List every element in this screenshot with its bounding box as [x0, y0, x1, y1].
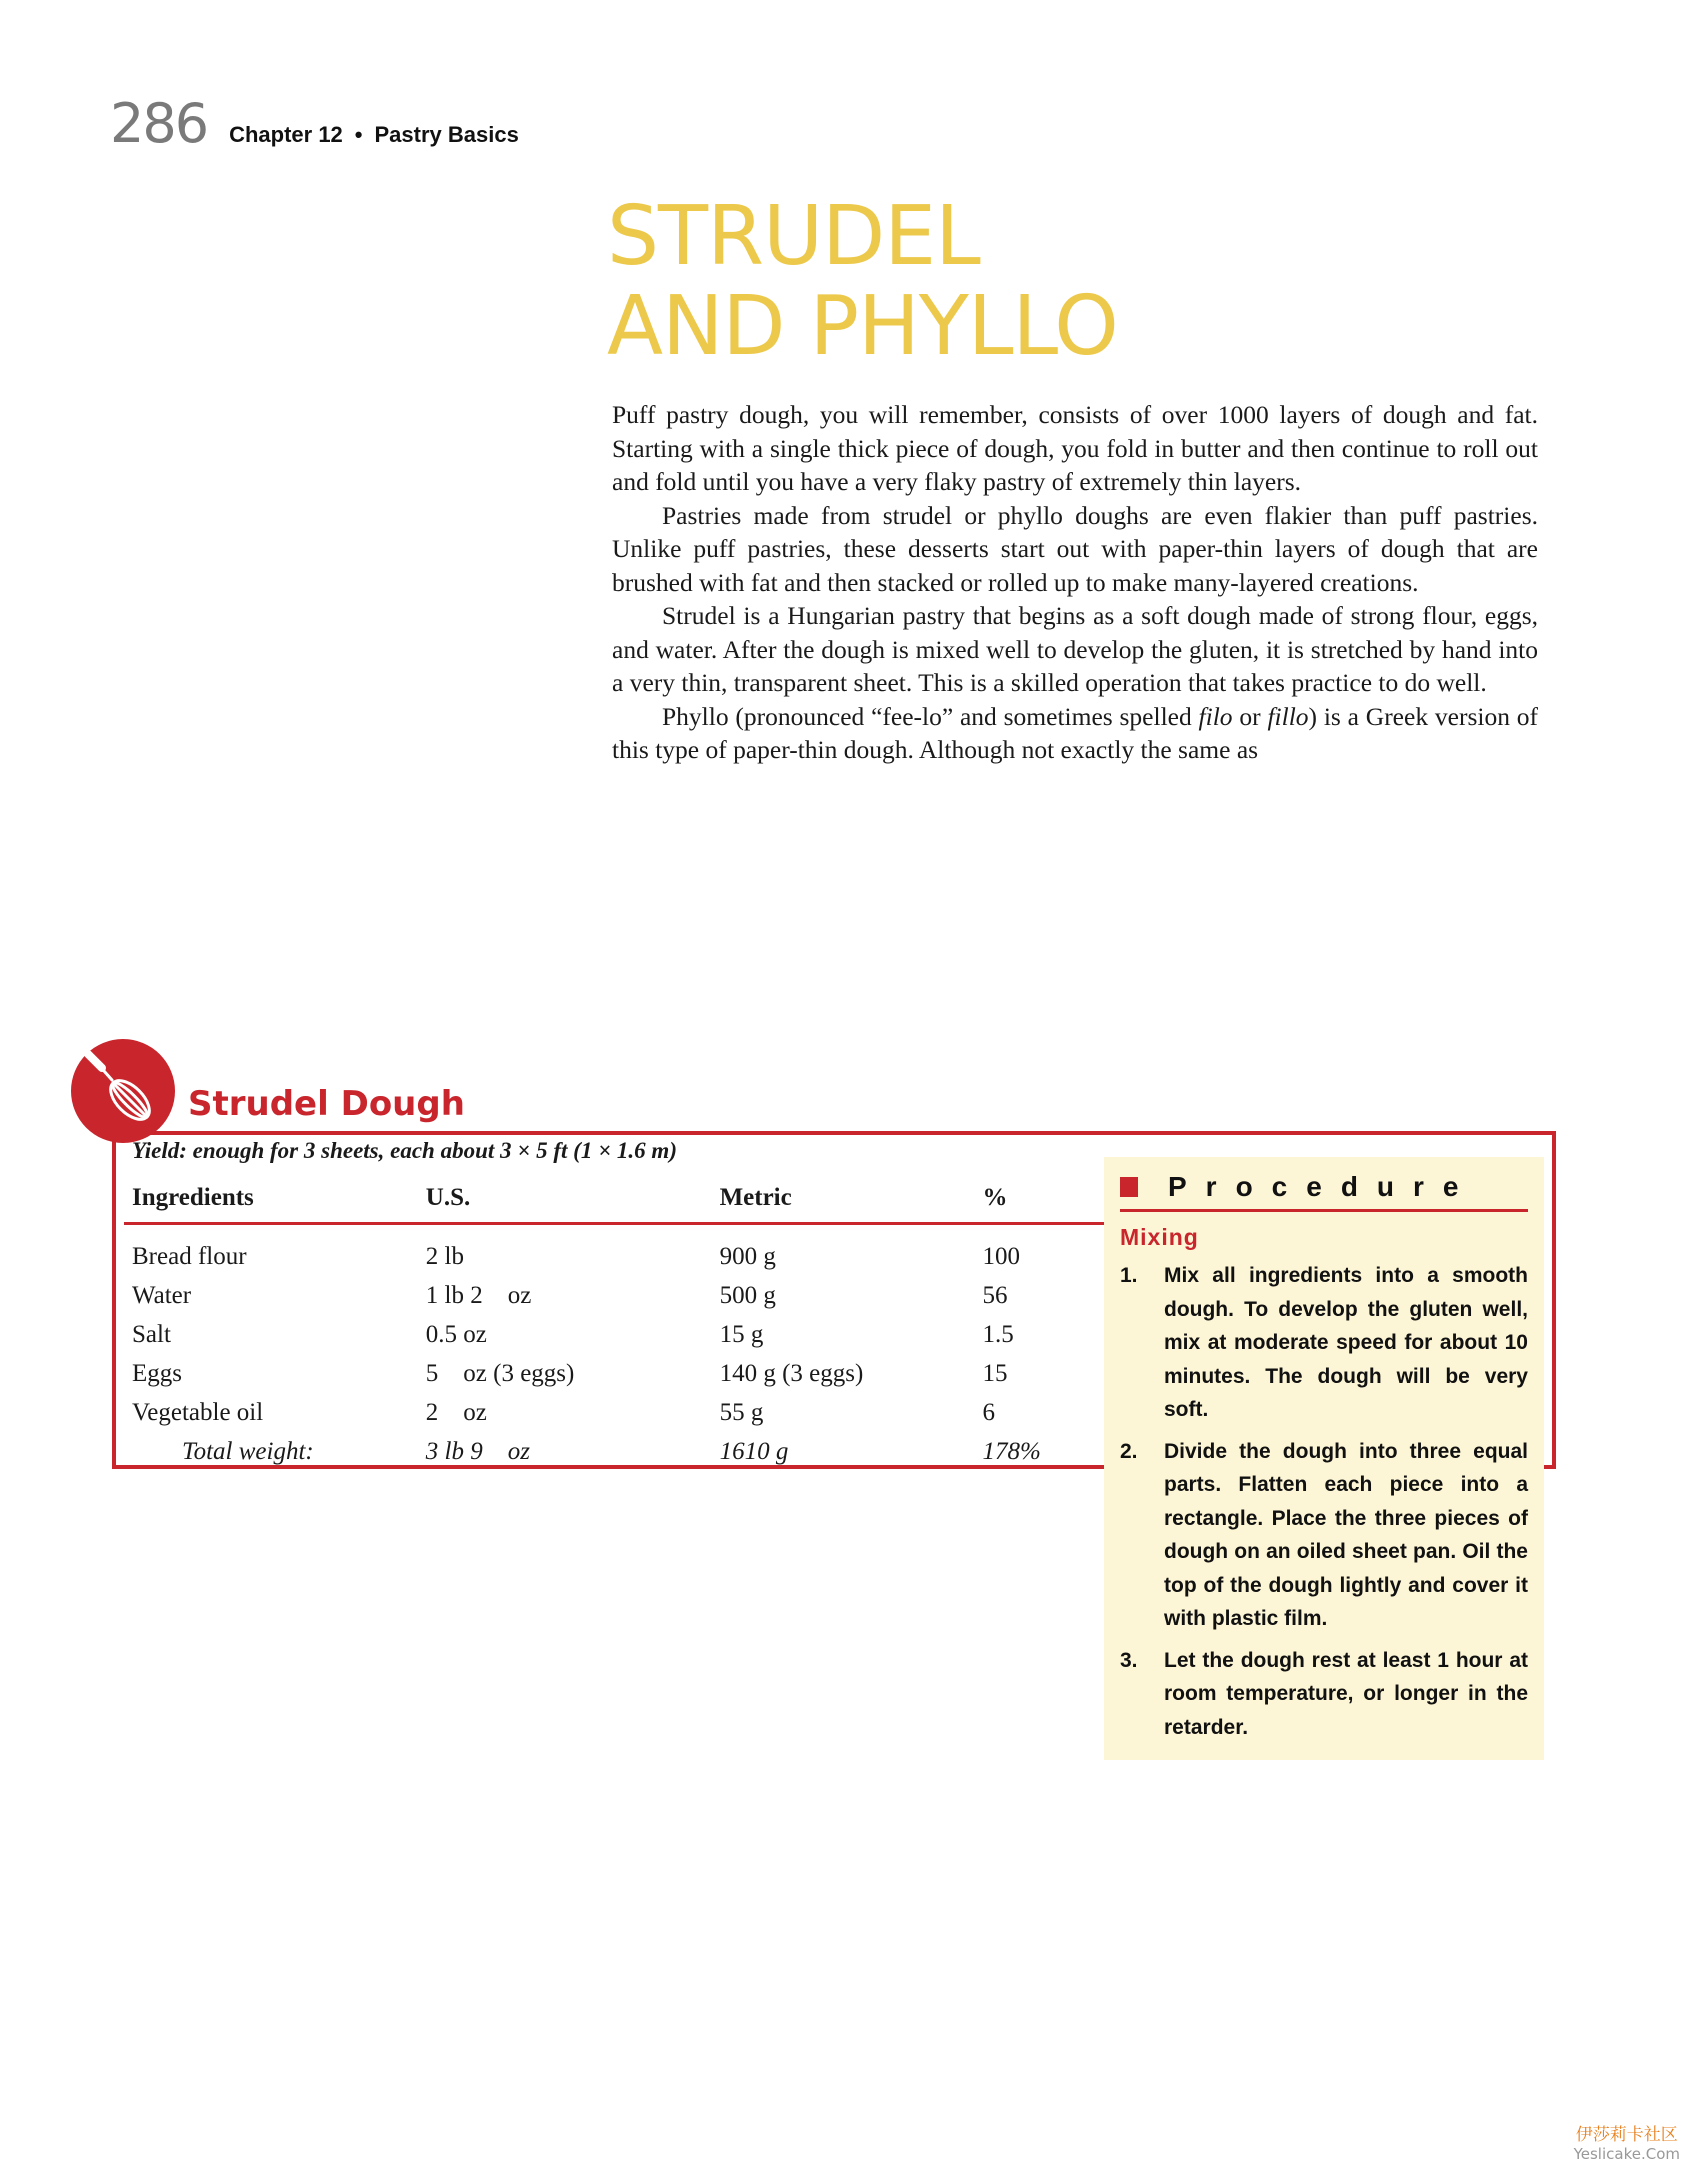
table-row	[124, 1315, 1104, 1354]
table-header-row	[124, 1178, 1104, 1224]
ingredient-percent: 6	[982, 1398, 996, 1426]
chapter-label: Chapter 12	[229, 122, 343, 147]
table-row	[124, 1393, 1104, 1432]
step-text: Let the dough rest at least 1 hour at room temperature, or longer in the retarder.	[1164, 1648, 1528, 1739]
ingredient-name: Vegetable oil	[132, 1398, 264, 1426]
ingredient-metric: 500 g	[719, 1281, 776, 1309]
title-line-1: STRUDEL	[607, 189, 980, 284]
column-header: Ingredients	[124, 1178, 418, 1224]
paragraph	[612, 700, 1538, 767]
step-number: 3.	[1120, 1648, 1138, 1672]
step-text: Mix all ingredients into a smooth dough. To develop the gluten well, mix at moderate speed for about 10 minutes. The dough will be very soft.	[1164, 1264, 1528, 1421]
page-header	[110, 92, 519, 155]
running-head	[229, 122, 519, 148]
procedure-step	[1120, 1259, 1528, 1427]
italic-term: filo	[1198, 701, 1233, 731]
ingredient-name: Eggs	[132, 1359, 182, 1387]
page-number: 286	[110, 92, 208, 155]
procedure-step	[1120, 1644, 1528, 1745]
ingredient-metric: 140 g (3 eggs)	[719, 1359, 864, 1387]
section-label: Pastry Basics	[374, 122, 519, 147]
recipe-yield: Yield: enough for 3 sheets, each about 3 × 5 ft (1 × 1.6 m)	[132, 1138, 677, 1163]
total-us: 3 lb 9 oz	[425, 1437, 530, 1465]
procedure-title: Procedure	[1168, 1171, 1478, 1202]
article-body	[612, 398, 1538, 767]
ingredient-us: 2 lb	[425, 1242, 464, 1270]
ingredient-percent: 100	[982, 1242, 1021, 1270]
title-line-2: AND PHYLLO	[607, 279, 1118, 374]
recipe-title: Strudel Dough	[188, 1084, 465, 1124]
whisk-icon	[70, 1038, 176, 1144]
bullet-separator: •	[354, 122, 363, 147]
ingredient-percent: 56	[982, 1281, 1008, 1309]
ingredient-name: Water	[132, 1281, 192, 1309]
total-metric: 1610 g	[719, 1437, 789, 1465]
paragraph: Pastries made from strudel or phyllo doughs are even flakier than puff pastries. Unlike puff pastries, these desserts start out with paper-thin layers of dough that are brushed with fat and then stacked or rolled up to make many-layered creations.	[612, 500, 1538, 597]
step-text: Divide the dough into three equal parts. Flatten each piece into a rectangle. Place the three pieces of dough on an oiled sheet pan. Oil the top of the dough lightly and cover it with plastic film.	[1164, 1439, 1528, 1630]
ingredient-name: Salt	[132, 1320, 171, 1348]
watermark	[1574, 2120, 1680, 2163]
ingredient-metric: 900 g	[719, 1242, 776, 1270]
ingredients-table	[124, 1178, 1104, 1471]
procedure-step	[1120, 1435, 1528, 1636]
procedure-heading	[1120, 1171, 1528, 1212]
paragraph-text: ) is a Greek version of this type of paper-thin dough. Although not exactly the same as	[612, 701, 1539, 764]
italic-term: fillo	[1267, 701, 1309, 731]
procedure-box	[1104, 1157, 1544, 1760]
paragraph-text: or	[1232, 701, 1268, 731]
ingredient-us: 5 oz (3 eggs)	[425, 1359, 575, 1387]
total-percent: 178%	[982, 1437, 1041, 1465]
article-title	[607, 189, 1118, 374]
paragraph: Puff pastry dough, you will remember, consists of over 1000 layers of dough and fat. Starting with a single thick piece of dough, you fold in butter and then continue to roll out and fold until you have a very flaky pastry of extremely thin layers.	[612, 400, 1538, 496]
paragraph-text: Phyllo (pronounced “fee-lo” and sometimes spelled	[662, 701, 1199, 731]
column-header: U.S.	[418, 1178, 712, 1224]
table-row	[124, 1354, 1104, 1393]
procedure-steps	[1120, 1259, 1528, 1744]
ingredient-us: 2 oz	[425, 1398, 487, 1426]
ingredient-us: 1 lb 2 oz	[425, 1281, 532, 1309]
watermark-en: Yeslicake.Com	[1573, 2145, 1680, 2163]
procedure-section-title: Mixing	[1120, 1224, 1199, 1250]
total-row	[124, 1432, 1104, 1471]
table-row	[124, 1276, 1104, 1315]
ingredient-metric: 15 g	[719, 1320, 764, 1348]
step-number: 2.	[1120, 1439, 1138, 1463]
ingredient-percent: 1.5	[982, 1320, 1014, 1348]
table-row	[124, 1224, 1104, 1277]
ingredient-percent: 15	[982, 1359, 1008, 1387]
column-header: Metric	[712, 1178, 975, 1224]
ingredient-name: Bread flour	[132, 1242, 247, 1270]
paragraph: Strudel is a Hungarian pastry that begins as a soft dough made of strong flour, eggs, and water. After the dough is mixed well to develop the gluten, it is stretched by hand into a very thin, transparent sheet. This is a skilled operation that takes practice to do well.	[612, 601, 1538, 697]
step-number: 1.	[1120, 1264, 1138, 1287]
total-label: Total weight:	[182, 1437, 314, 1465]
ingredient-metric: 55 g	[719, 1398, 764, 1426]
watermark-cn: 伊莎莉卡社区	[1575, 2125, 1678, 2145]
square-icon	[1120, 1177, 1138, 1197]
ingredient-us: 0.5 oz	[425, 1320, 487, 1348]
column-header: %	[975, 1178, 1104, 1224]
